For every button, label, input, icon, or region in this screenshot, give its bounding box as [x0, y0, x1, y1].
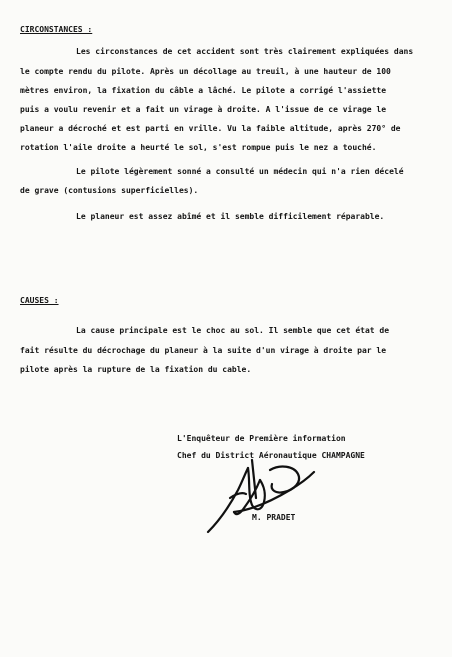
handwritten-signature [190, 450, 320, 540]
circonstances-p1-line6: rotation l'aile droite a heurté le sol, s'est rompue puis le nez a touché. [20, 143, 377, 152]
circonstances-p1-line4: puis a voulu revenir et a fait un virage à droite. A l'issue de ce virage le [20, 105, 387, 114]
heading-circonstances: CIRCONSTANCES : [20, 25, 93, 34]
signature-title-line1: L'Enquêteur de Première information [177, 434, 346, 443]
circonstances-p1-line3: mètres environ, la fixation du câble a lâché. Le pilote a corrigé l'assiette [20, 86, 387, 95]
circonstances-p3-line1: Le planeur est assez abîmé et il semble difficilement réparable. [76, 212, 385, 221]
circonstances-p2-line1: Le pilote légèrement sonné a consulté un médecin qui n'a rien décelé [76, 167, 404, 176]
circonstances-p2-line2: de grave (contusions superficielles). [20, 186, 199, 195]
causes-p1-line1: La cause principale est le choc au sol. Il semble que cet état de [76, 326, 390, 335]
circonstances-p1-line2: le compte rendu du pilote. Après un décollage au treuil, à une hauteur de 100 [20, 67, 391, 76]
circonstances-p1-line5: planeur a décroché et est parti en vrille. Vu la faible altitude, après 270° de [20, 124, 401, 133]
heading-causes: CAUSES : [20, 296, 59, 305]
causes-p1-line3: pilote après la rupture de la fixation du cable. [20, 365, 252, 374]
causes-p1-line2: fait résulte du décrochage du planeur à la suite d'un virage à droite par le [20, 346, 387, 355]
circonstances-p1-line1: Les circonstances de cet accident sont très clairement expliquées dans [76, 47, 414, 56]
signature-name: M. PRADET [252, 513, 296, 522]
signature-title-line2: Chef du District Aéronautique CHAMPAGNE [177, 451, 365, 460]
